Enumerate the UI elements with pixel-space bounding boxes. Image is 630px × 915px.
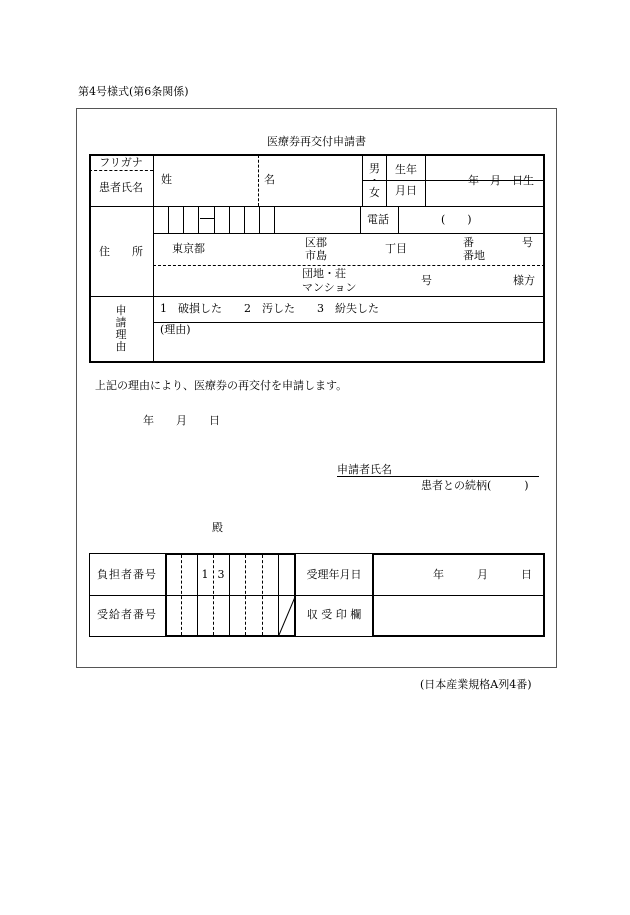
statement-text: 上記の理由により、医療券の再交付を申請します。 — [95, 379, 348, 392]
banchi-label: 番地 — [463, 249, 485, 262]
sei-field[interactable] — [155, 158, 257, 204]
dono-label: 殿 — [212, 521, 223, 534]
payer-digit-2: 3 — [217, 568, 225, 581]
form-header: 第4号様式(第6条関係) — [78, 85, 189, 98]
recipient-number-label: 受給者番号 — [97, 608, 157, 621]
mei-label: 名 — [264, 173, 275, 186]
address-label: 住 所 — [99, 245, 143, 258]
samakata-label: 様方 — [513, 274, 535, 287]
go2-label: 号 — [421, 274, 432, 287]
mansion-label: マンション — [302, 281, 357, 294]
payer-digit-1: 1 — [201, 568, 209, 581]
form-title: 医療券再交付申請書 — [267, 135, 366, 148]
form-footer: (日本産業規格A列4番) — [420, 678, 532, 691]
recipient-number-field[interactable] — [230, 598, 276, 634]
ban-label: 番 — [463, 236, 474, 249]
shi-to-label: 市島 — [305, 249, 327, 262]
received-date-label: 受理年月日 — [306, 568, 362, 581]
payer-number-label: 負担者番号 — [97, 568, 157, 581]
furigana-divider — [89, 170, 153, 171]
applicant-name-label: 申請者氏名 — [337, 463, 392, 476]
reason-options[interactable]: 1 破損した 2 汚した 3 紛失した — [160, 302, 379, 315]
signature-line[interactable] — [337, 476, 539, 477]
mei-field[interactable] — [260, 158, 360, 204]
phone-label: 電話 — [367, 213, 389, 226]
danchi-label: 団地・荘 — [302, 267, 346, 280]
patient-name-label: 患者氏名 — [99, 181, 143, 194]
stamp-label: 収 受 印 欄 — [306, 608, 362, 621]
reason-text-label: (理由) — [160, 323, 191, 336]
stamp-field[interactable] — [374, 597, 543, 635]
tokyo-label: 東京都 — [172, 242, 205, 255]
reason-label: 申 請 理 由 — [115, 304, 127, 354]
address-field[interactable] — [155, 236, 543, 294]
application-date[interactable]: 年 月 日 — [143, 414, 220, 427]
go-label: 号 — [522, 236, 533, 249]
sex-selector[interactable]: 男 ・ 女 — [369, 162, 380, 200]
dob-label-1: 生年 — [395, 163, 417, 176]
furigana-label: フリガナ — [99, 156, 143, 169]
dob-label-2: 月日 — [395, 184, 417, 197]
relation-label[interactable]: 患者との続柄( ) — [421, 479, 529, 492]
chome-label: 丁目 — [385, 242, 407, 255]
dob-field[interactable]: 年 月 日生 — [468, 174, 534, 187]
received-date-field[interactable]: 年 月 日 — [433, 568, 532, 581]
recipient-last-cell-slash — [278, 596, 296, 636]
phone-field[interactable]: ( ) — [441, 213, 472, 226]
sei-label: 姓 — [161, 173, 172, 186]
reason-text-field[interactable] — [155, 336, 543, 360]
ku-gun-label: 区郡 — [305, 236, 327, 249]
